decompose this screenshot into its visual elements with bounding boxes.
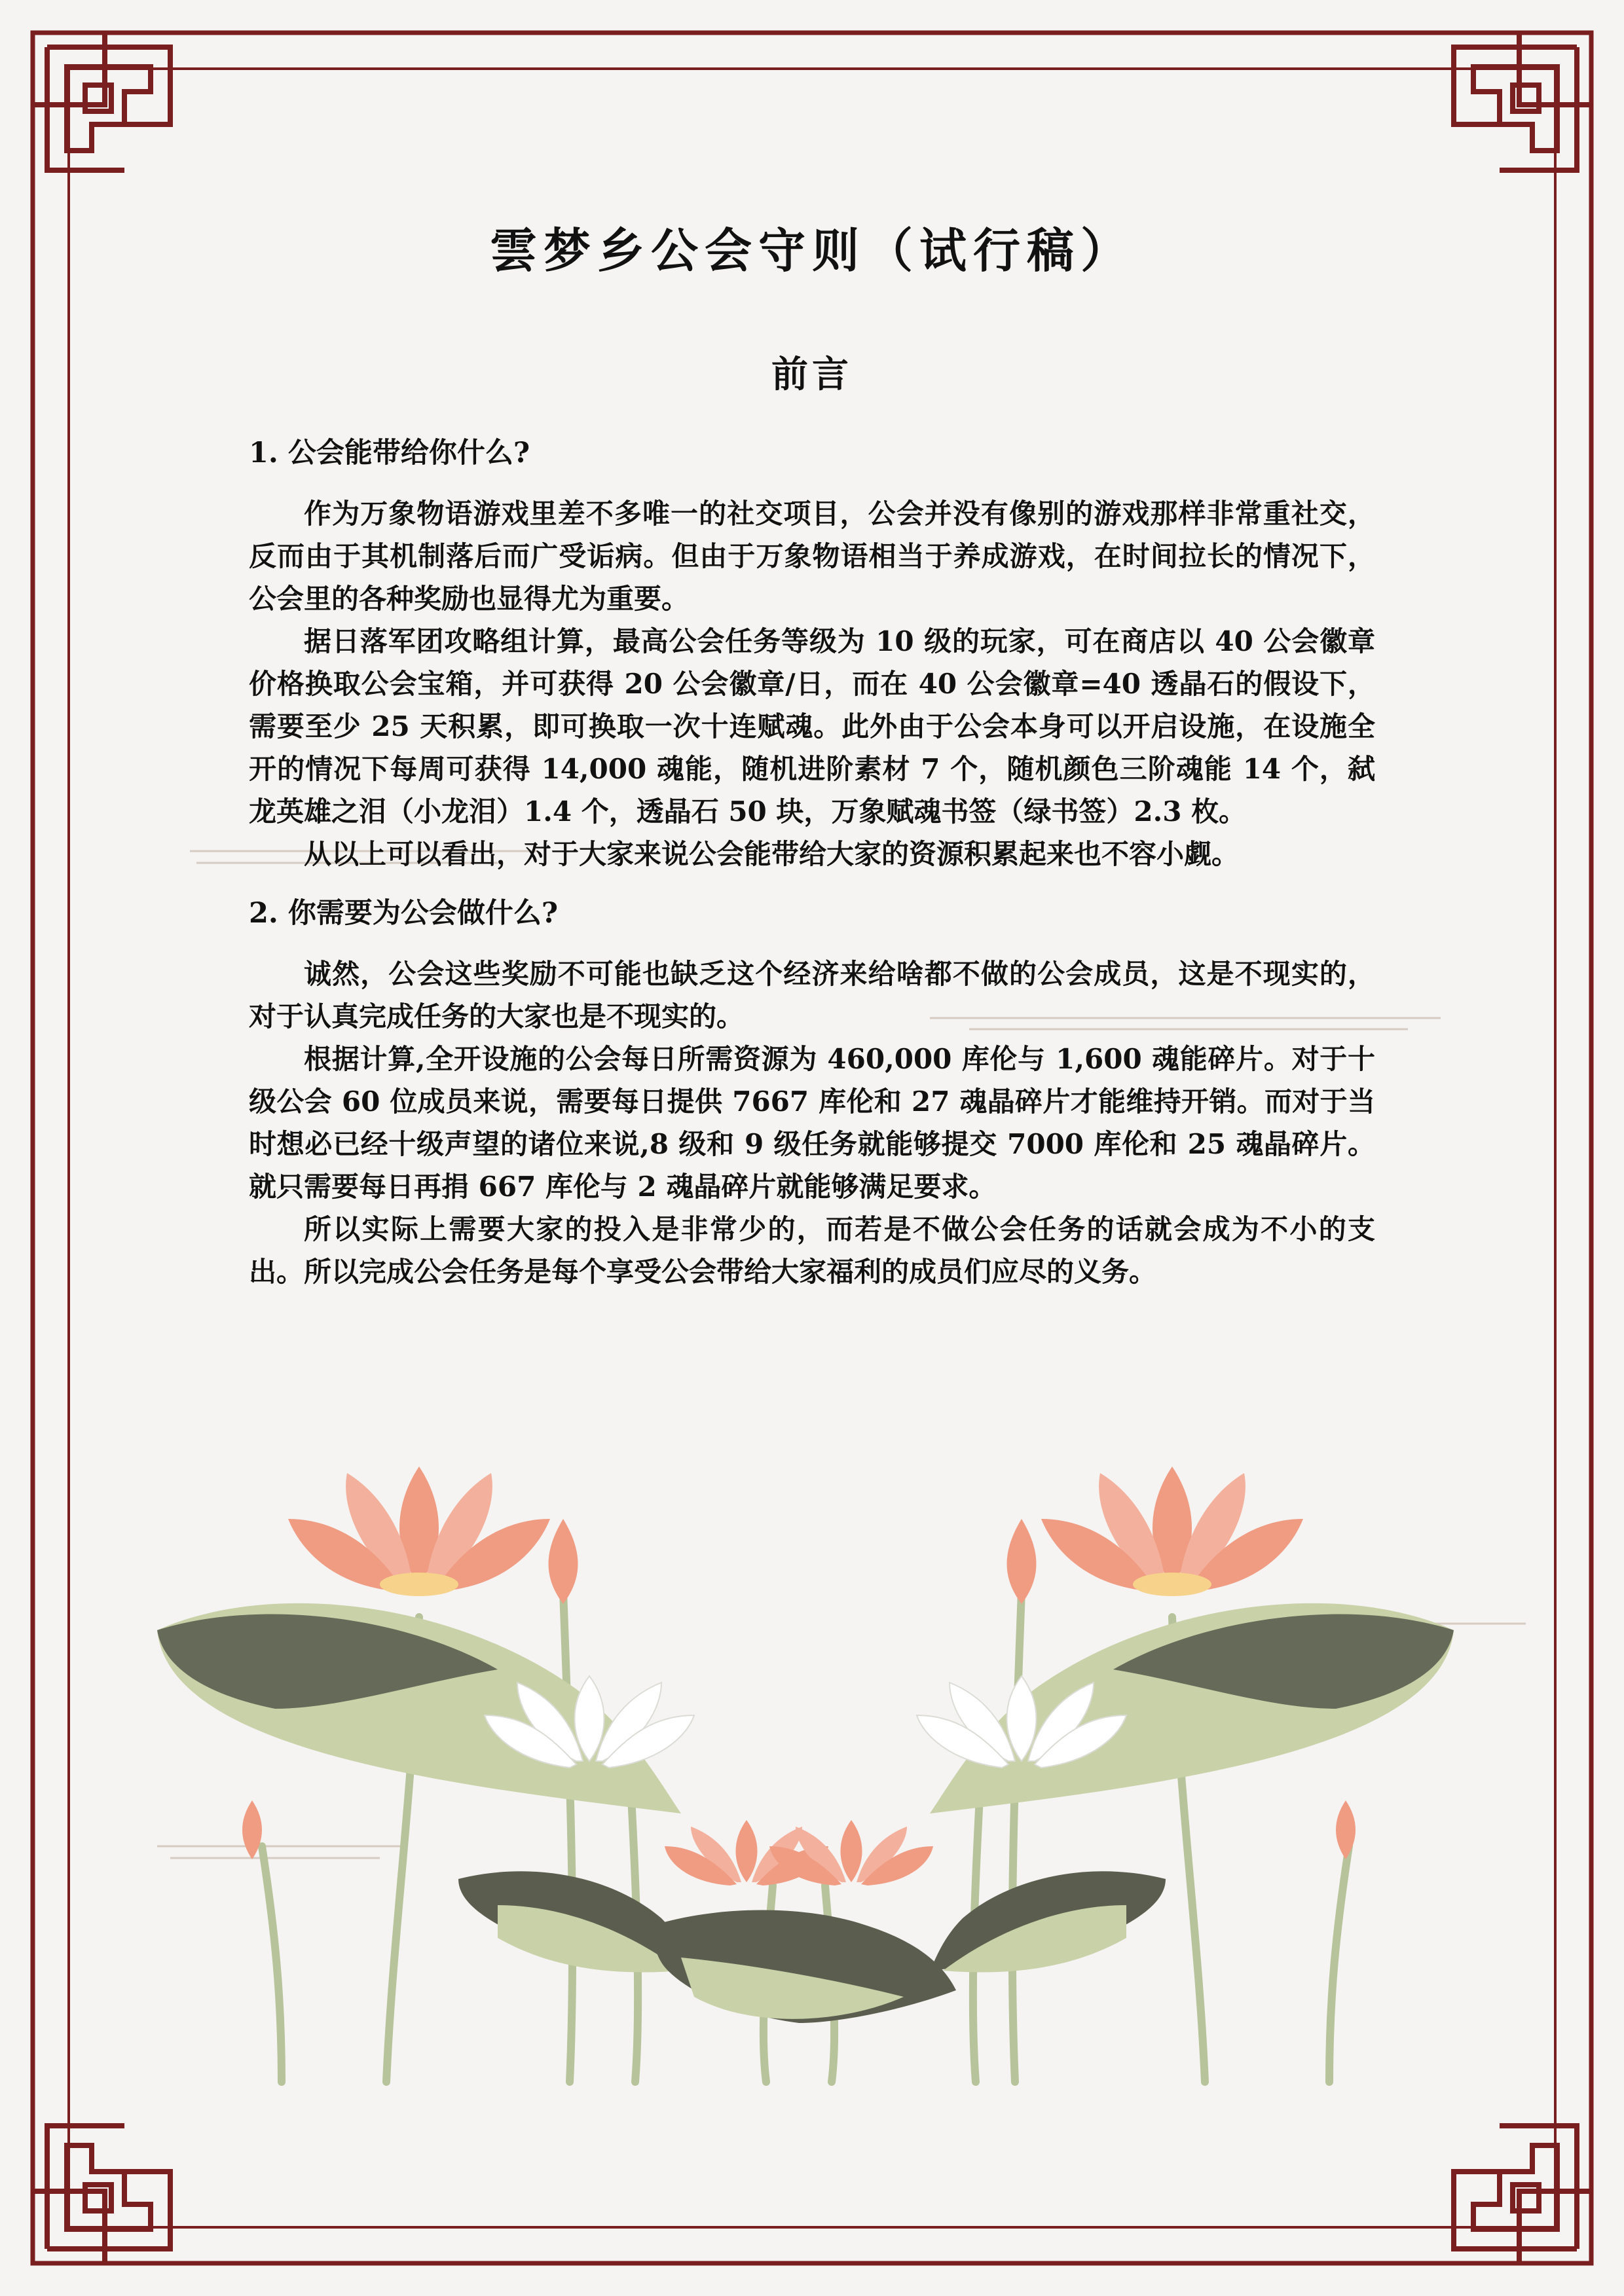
question-2-paragraph-1: 诚然，公会这些奖励不可能也缺乏这个经济来给啥都不做的公会成员，这是不现实的，对于认真完成任务的大家也是不现实的。: [249, 958, 1375, 1032]
question-2-paragraph-3: 所以实际上需要大家的投入是非常少的，而若是不做公会任务的话就会成为不小的支出。所以完成公会任务是每个享受公会带给大家福利的成员们应尽的义务。: [249, 1213, 1375, 1288]
section-heading: 前言: [771, 353, 853, 396]
question-1-paragraph-2: 据日落军团攻略组计算，最高公会任务等级为 10 级的玩家，可在商店以 40 公会徽章价格换取公会宝箱，并可获得 20 公会徽章/日，而在 40 公会徽章=40 透晶石的假设下，需要至少 25 天积累，即可换取一次十连赋魂。此外由于公会本身可以开启设施，在设施全开的情况下每周可获得 14,000 魂能，随机进阶素材 7 个，随机颜色三阶魂能 14 个，弑龙英雄之泪（小龙泪）1.4 个，透晶石 50 块，万象赋魂书签（绿书签）2.3 枚。: [249, 625, 1375, 828]
question-1-heading: 1. 公会能带给你什么?: [249, 437, 530, 469]
question-1-paragraph-1: 作为万象物语游戏里差不多唯一的社交项目，公会并没有像别的游戏那样非常重社交，反而由于其机制落后而广受诟病。但由于万象物语相当于养成游戏，在时间拉长的情况下，公会里的各种奖励也显得尤为重要。: [249, 498, 1375, 615]
document-body: [249, 432, 1375, 1293]
question-2-paragraph-2: 根据计算,全开设施的公会每日所需资源为 460,000 库伦与 1,600 魂能碎片。对于十级公会 60 位成员来说，需要每日提供 7667 库伦和 27 魂晶碎片才能维持开销。而对于当时想必已经十级声望的诸位来说,8 级和 9 级任务就能够提交 7000 库伦和 25 魂晶碎片。就只需要每日再捐 667 库伦与 2 魂晶碎片就能够满足要求。: [249, 1043, 1375, 1203]
lotus-illustration: [0, 1211, 1624, 2095]
question-2-heading: 2. 你需要为公会做什么?: [249, 897, 559, 930]
question-1-paragraph-3: 从以上可以看出，对于大家来说公会能带给大家的资源积累起来也不容小觑。: [304, 838, 1240, 870]
document-title: 雲梦乡公会守则（试行稿）: [489, 223, 1134, 278]
